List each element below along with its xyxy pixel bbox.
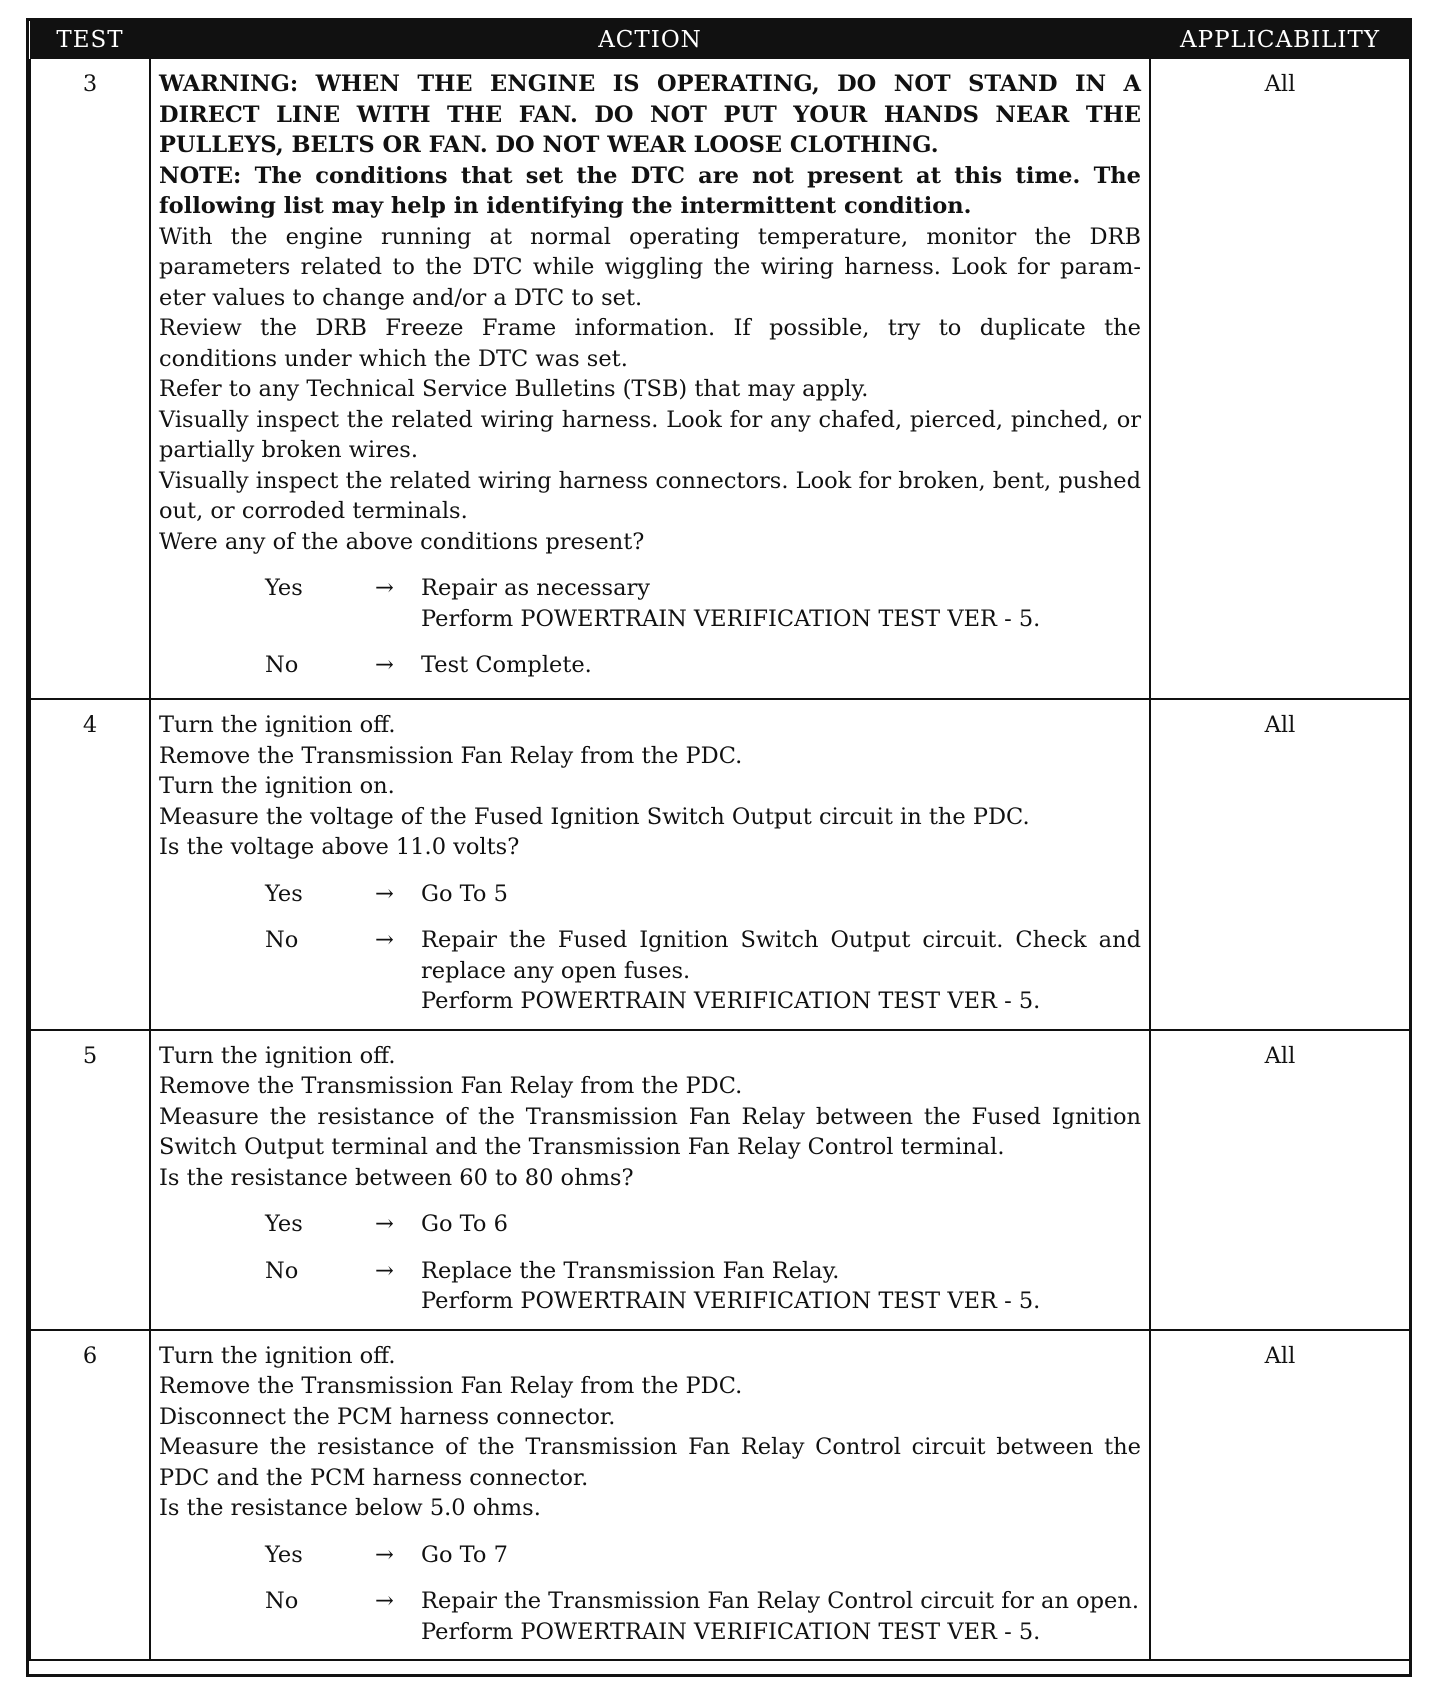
applicability: All bbox=[1150, 1330, 1410, 1661]
action-step: Is the resistance between 60 to 80 ohms? bbox=[159, 1164, 634, 1191]
option-yes bbox=[159, 1540, 1141, 1571]
option-result bbox=[421, 573, 1141, 634]
option-result bbox=[421, 650, 1141, 681]
action-cell bbox=[150, 59, 1150, 699]
diagnostic-test-table bbox=[26, 18, 1412, 1677]
action-step: Is the voltage above 11.0 volts? bbox=[159, 834, 520, 860]
action-step: Measure the resistance of the Transmission Fan Relay Control circuit between the PDC and the PCM harness connector. bbox=[159, 1434, 1141, 1491]
arrow-right-icon: → bbox=[375, 880, 394, 907]
result-line: Perform POWERTRAIN VERIFICATION TEST VER - 5. bbox=[421, 1288, 1041, 1314]
result-line: Perform POWERTRAIN VERIFICATION TEST VER - 5. bbox=[421, 605, 1041, 632]
option-no bbox=[159, 1256, 1141, 1317]
table-row bbox=[30, 699, 1410, 1030]
option-result bbox=[421, 1586, 1141, 1647]
option-result bbox=[421, 1256, 1141, 1317]
applicability: All bbox=[1150, 59, 1410, 699]
action-step: Disconnect the PCM harness connector. bbox=[159, 1403, 616, 1430]
action-step: Measure the resistance of the Transmission Fan Relay between the Fused Ignition Switch Output terminal and the Transmission Fan Relay Control terminal. bbox=[159, 1103, 1141, 1160]
option-no bbox=[159, 1586, 1141, 1647]
action-step: Remove the Transmission Fan Relay from the PDC. bbox=[159, 1373, 743, 1399]
option-result bbox=[421, 1209, 1141, 1240]
result-line: Repair the Transmission Fan Relay Control circuit for an open. bbox=[421, 1588, 1140, 1614]
result-line: Replace the Transmission Fan Relay. bbox=[421, 1257, 840, 1284]
action-step: Measure the voltage of the Fused Ignition Switch Output circuit in the PDC. bbox=[159, 803, 1030, 830]
action-step: Were any of the above conditions present? bbox=[159, 528, 645, 555]
option-label: No bbox=[265, 1588, 299, 1614]
option-result bbox=[421, 1540, 1141, 1571]
arrow-right-icon: → bbox=[375, 575, 394, 601]
action-cell bbox=[150, 699, 1150, 1030]
result-line: Go To 6 bbox=[421, 1211, 508, 1237]
arrow-right-icon: → bbox=[375, 1541, 394, 1568]
option-label: Yes bbox=[265, 575, 303, 601]
action-step: Is the resistance below 5.0 ohms. bbox=[159, 1495, 541, 1521]
test-table bbox=[29, 21, 1411, 1661]
action-step: Visually inspect the related wiring harness. Look for any chafed, pierced, pinched, or partially broken wires. bbox=[159, 406, 1141, 463]
header-applicability: APPLICABILITY bbox=[1150, 21, 1410, 59]
option-label: No bbox=[265, 927, 299, 953]
test-number: 5 bbox=[30, 1030, 150, 1330]
result-line: Repair the Fused Ignition Switch Output circuit. Check and replace any open fuses. bbox=[421, 927, 1141, 984]
option-result bbox=[421, 925, 1141, 1017]
arrow-right-icon: → bbox=[375, 1211, 394, 1237]
action-step: Turn the ignition off. bbox=[159, 1342, 396, 1369]
option-label: Yes bbox=[265, 1211, 303, 1237]
table-row bbox=[30, 1330, 1410, 1661]
option-label: Yes bbox=[265, 1541, 303, 1568]
action-step: Turn the ignition off. bbox=[159, 1042, 396, 1069]
arrow-right-icon: → bbox=[375, 1257, 394, 1284]
result-line: Perform POWERTRAIN VERIFICATION TEST VER - 5. bbox=[421, 988, 1041, 1014]
header-action: ACTION bbox=[150, 21, 1150, 59]
table-header-row bbox=[30, 21, 1410, 59]
action-step: Refer to any Technical Service Bulletins (TSB) that may apply. bbox=[159, 376, 869, 402]
action-cell bbox=[150, 1330, 1150, 1661]
warning-text: WARNING: WHEN THE ENGINE IS OPERATING, DO NOT STAND IN A DIRECT LINE WITH THE FAN. DO NOT PUT YOUR HANDS NEAR THE PULLEYS, BELTS OR FAN. DO NOT WEAR LOOSE CLOTHING. bbox=[159, 71, 1141, 158]
action-step: Remove the Transmission Fan Relay from the PDC. bbox=[159, 742, 743, 769]
applicability: All bbox=[1150, 699, 1410, 1030]
applicability: All bbox=[1150, 1030, 1410, 1330]
warning-text: NOTE: The conditions that set the DTC are not present at this time. The following list may help in identifying the intermittent condition. bbox=[159, 162, 1141, 219]
test-number: 4 bbox=[30, 699, 150, 1030]
arrow-right-icon: → bbox=[375, 652, 394, 678]
header-test: TEST bbox=[30, 21, 150, 59]
action-cell bbox=[150, 1030, 1150, 1330]
action-step: Visually inspect the related wiring harness connectors. Look for broken, bent, pushed out, or corroded terminals. bbox=[159, 467, 1141, 524]
option-label: No bbox=[265, 652, 299, 678]
option-result bbox=[421, 879, 1141, 910]
action-step: Remove the Transmission Fan Relay from the PDC. bbox=[159, 1073, 743, 1099]
result-line: Test Complete. bbox=[421, 652, 592, 678]
result-line: Repair as necessary bbox=[421, 575, 650, 601]
option-no bbox=[159, 650, 1141, 681]
option-no bbox=[159, 925, 1141, 1017]
option-label: No bbox=[265, 1257, 299, 1284]
action-step: Review the DRB Freeze Frame information. If possible, try to duplicate the conditions under which the DTC was set. bbox=[159, 315, 1141, 372]
result-line: Go To 7 bbox=[421, 1541, 508, 1568]
table-row bbox=[30, 59, 1410, 699]
action-step: Turn the ignition off. bbox=[159, 712, 396, 738]
result-line: Perform POWERTRAIN VERIFICATION TEST VER - 5. bbox=[421, 1618, 1041, 1645]
option-yes bbox=[159, 573, 1141, 634]
option-yes bbox=[159, 1209, 1141, 1240]
table-row bbox=[30, 1030, 1410, 1330]
option-yes bbox=[159, 879, 1141, 910]
action-step: With the engine running at normal operating temperature, monitor the DRB parameters related to the DTC while wiggling the wiring harness. Look for param-eter values to change and/or a DTC to set. bbox=[159, 223, 1141, 311]
arrow-right-icon: → bbox=[375, 1588, 394, 1614]
option-label: Yes bbox=[265, 880, 303, 907]
result-line: Go To 5 bbox=[421, 880, 508, 907]
action-step: Turn the ignition on. bbox=[159, 773, 395, 799]
test-number: 3 bbox=[30, 59, 150, 699]
arrow-right-icon: → bbox=[375, 927, 394, 953]
test-number: 6 bbox=[30, 1330, 150, 1661]
